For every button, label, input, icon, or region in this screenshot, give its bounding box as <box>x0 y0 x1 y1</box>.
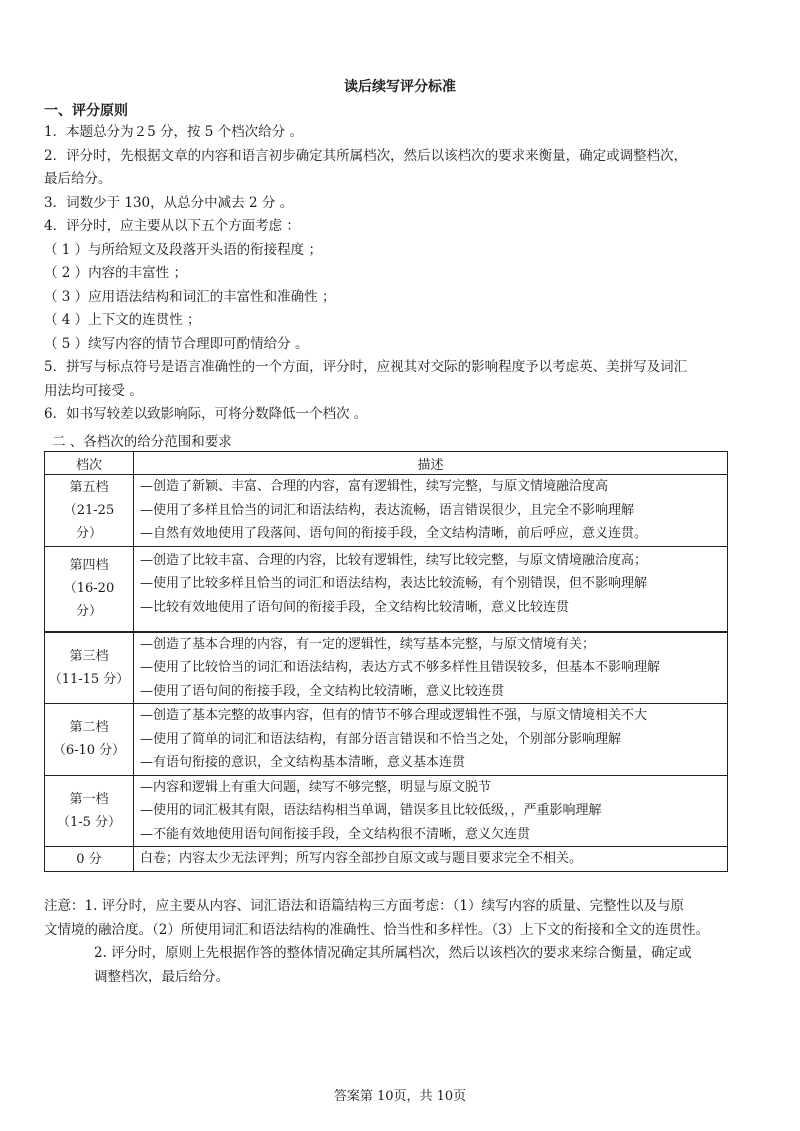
level-text: 第二档 <box>69 720 109 736</box>
note-line: 注意：1. 评分时，应主要从内容、词汇语法和语篇结构三方面考虑：（1）续写内容的质量、完整性以及与原 <box>44 898 685 914</box>
criterion: —自然有效地使用了段落间、语句间的衔接手段，全文结构清晰，前后呼应，意义连贯。 <box>140 526 648 541</box>
level-text: （1-5 分） <box>56 814 122 830</box>
level-text: 第三档 <box>69 648 109 664</box>
description-cell <box>134 546 728 632</box>
level-text: 第一档 <box>69 791 109 807</box>
level-text: 0 分 <box>76 851 102 867</box>
principle-line: 2．评分时，先根据文章的内容和语言初步确定其所属档次，然后以该档次的要求来衡量，确定或调整档次， <box>44 147 688 164</box>
page-footer: 答案第 10页，共 10页 <box>333 1089 467 1104</box>
criterion: —有语句衔接的意识，全文结构基本清晰，意义基本连贯 <box>140 755 466 770</box>
principle-line: （ 3 ）应用语法结构和词汇的丰富性和准确性 ； <box>44 288 336 305</box>
principle-line: （ 4 ）上下文的连贯性 ； <box>44 312 201 328</box>
criterion: —创造了基本合理的内容，有一定的逻辑性，续写基本完整，与原文情境有关； <box>140 636 596 652</box>
principle-line: 3．词数少于 130，从总分中减去 2 分 。 <box>44 194 294 211</box>
grading-table <box>44 451 728 872</box>
level-cell <box>45 475 134 547</box>
level-cell <box>45 775 134 847</box>
note-line: 文情境的融洽度。（2）所使用词汇和语法结构的准确性、恰当性和多样性。（3）上下文的衔接和全文的连贯性。 <box>44 921 710 938</box>
principle-line: 最后给分。 <box>44 171 112 187</box>
level-text: （11-15 分） <box>48 671 130 687</box>
section2-heading: 二 、各档次的给分范围和要求 <box>52 434 232 450</box>
criterion: —使用的词汇极其有限，语法结构相当单调，错误多且比较低级，，严重影响理解 <box>140 803 602 818</box>
table-row <box>45 546 728 632</box>
level-text: （16-20 <box>63 581 115 596</box>
principle-line: 5．拼写与标点符号是语言准确性的一个方面，评分时，应视其对交际的影响程度予以考虑英、美拼写及词汇 <box>44 359 688 375</box>
principles-list <box>44 121 764 427</box>
criterion: —创造了比较丰富、合理的内容，比较有逻辑性，续写比较完整，与原文情境融洽度高； <box>140 552 648 568</box>
level-text: 第五档 <box>69 479 109 495</box>
level-cell <box>45 704 134 776</box>
principle-line: （ 5 ）续写内容的情节合理即可酌情给分 。 <box>44 335 309 352</box>
level-text: （21-25 <box>63 502 115 518</box>
note-line: 调整档次，最后给分。 <box>94 968 229 985</box>
table-row <box>45 775 728 847</box>
level-cell <box>45 546 134 632</box>
description-cell <box>134 775 728 847</box>
principle-line: （ 1 ）与所给短文及段落开头语的衔接程度 ； <box>44 241 322 258</box>
description-cell <box>134 475 728 547</box>
section1-heading: 一、评分原则 <box>44 103 128 119</box>
level-cell <box>45 632 134 704</box>
principle-line: 用法均可接受 。 <box>44 382 143 399</box>
page-title: 读后续写评分标准 <box>344 79 456 95</box>
level-cell <box>45 847 134 872</box>
note-line: 2. 评分时，原则上先根据作答的整体情况确定其所属档次，然后以该档次的要求来综合衡量，确定或 <box>94 945 692 961</box>
criterion: —不能有效地使用语句间衔接手段，全文结构很不清晰，意义欠连贯 <box>140 826 531 842</box>
principle-line: 1．本题总分为２5 分，按 5 个档次给分 。 <box>44 124 303 140</box>
criterion: —比较有效地使用了语句间的衔接手段，全文结构比较清晰，意义比较连贯 <box>140 599 570 615</box>
level-text: 分） <box>75 604 102 619</box>
criterion: —使用了多样且恰当的词汇和语法结构，表达流畅，语言错误很少，且完全不影响理解 <box>140 502 635 518</box>
table-header-row <box>45 452 728 475</box>
header-description: 描述 <box>134 452 728 475</box>
header-level: 档次 <box>45 452 134 475</box>
description-cell <box>134 632 728 704</box>
level-text: （6-10 分） <box>52 743 126 759</box>
level-text: 分） <box>75 525 102 541</box>
criterion: —使用了比较恰当的词汇和语法结构，表达方式不够多样性且错误较多，但基本不影响理解 <box>140 660 661 675</box>
criterion: —使用了语句间的衔接手段，全文结构比较清晰，意义比较连贯 <box>140 683 505 699</box>
description-cell <box>134 704 728 776</box>
criterion: —使用了比较多样且恰当的词汇和语法结构，表达比较流畅，有个别错误，但不影响理解 <box>140 576 648 591</box>
table-row <box>45 475 728 547</box>
criterion: 白卷；内容太少无法评判；所写内容全部抄自原文或与题目要求完全不相关。 <box>140 851 583 867</box>
table-row <box>45 632 728 704</box>
description-cell <box>134 847 728 872</box>
principle-line: 4．评分时，应主要从以下五个方面考虑 ： <box>44 218 300 234</box>
level-text: 第四档 <box>69 558 109 573</box>
principle-line: 6．如书写较差以致影响际，可将分数降低一个档次 。 <box>44 406 368 422</box>
notes-block <box>44 895 764 989</box>
table-row <box>45 847 728 872</box>
table-row <box>45 704 728 776</box>
criterion: —使用了简单的词汇和语法结构，有部分语言错误和不恰当之处，个别部分影响理解 <box>140 731 622 747</box>
principle-line: （ 2 ）内容的丰富性 ； <box>44 265 187 281</box>
criterion: —内容和逻辑上有重大问题，续写不够完整，明显与原文脱节 <box>140 779 492 795</box>
criterion: —创造了基本完整的故事内容，但有的情节不够合理或逻辑性不强，与原文情境相关不大 <box>140 708 648 723</box>
criterion: —创造了新颖、丰富、合理的内容，富有逻辑性，续写完整，与原文情境融洽度高 <box>140 479 609 494</box>
